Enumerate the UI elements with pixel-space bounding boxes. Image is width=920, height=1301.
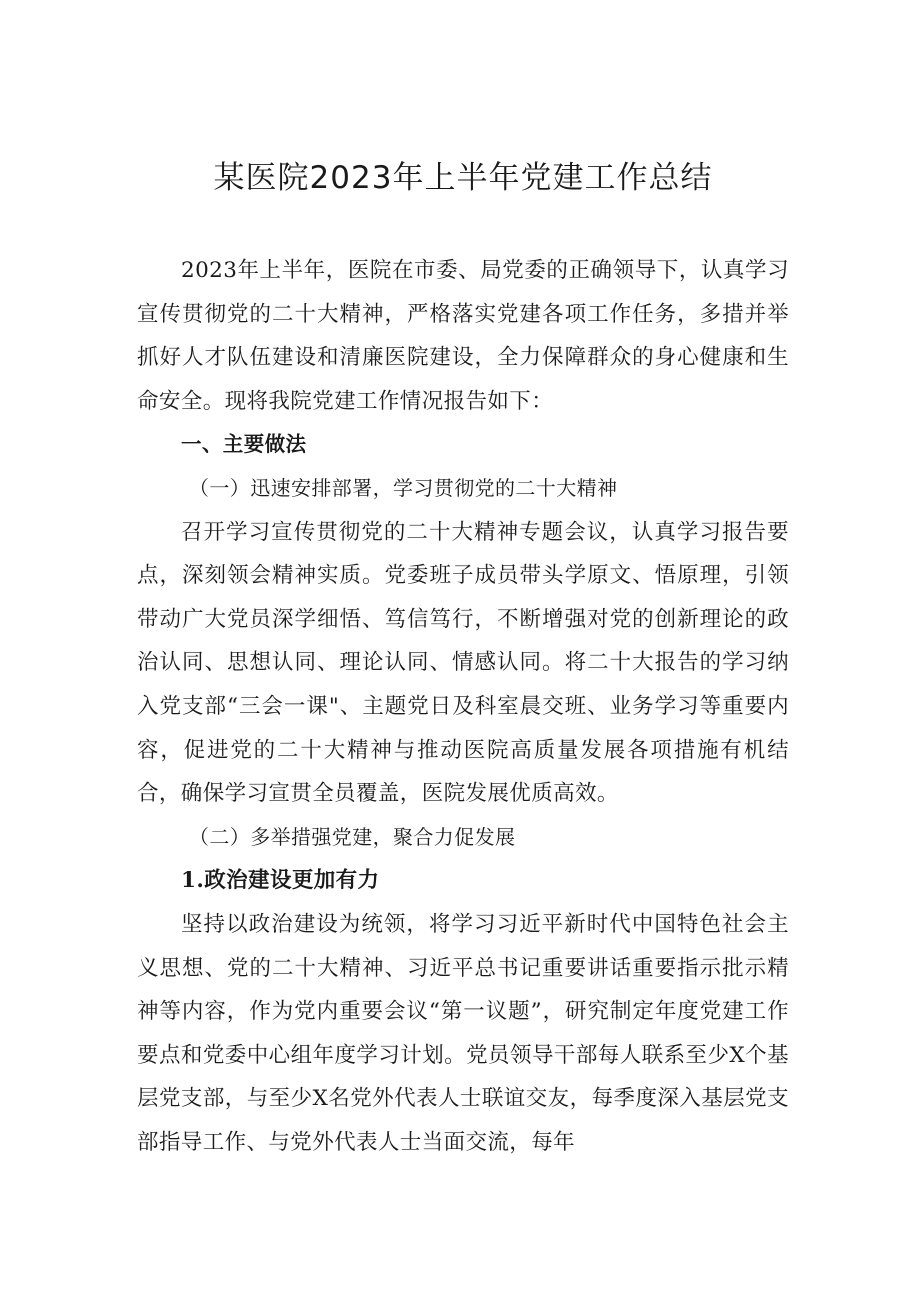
document-body [137,249,789,1164]
item-heading-political-building: 1.政治建设更加有力 [181,868,380,894]
subsection-1-paragraph: 召开学习宣传贯彻党的二十大精神专题会议，认真学习报告要点，深刻领会精神实质。党委班子成员带头学原文、悟原理，引领带动广大党员深学细悟、笃信笃行，不断增强对党的创新理论的政治认同、思想认同、理论认同、情感认同。将二十大报告的学习纳入党支部“三会一课"、主题党日及科室晨交班、业务学习等重要内容，促进党的二十大精神与推动医院高质量发展各项措施有机结合，确保学习宣贯全员覆盖，医院发展优质高效。 [137,519,789,807]
subsection-heading-2: （二）多举措强党建，聚合力促发展 [189,824,516,849]
document-title: 某医院2023年上半年党建工作总结 [213,160,713,196]
subsection-heading-1: （一）迅速安排部署，学习贯彻党的二十大精神 [189,475,618,500]
item-1-paragraph: 坚持以政治建设为统领，将学习习近平新时代中国特色社会主义思想、党的二十大精神、习近平总书记重要讲话重要指示批示精神等内容，作为党内重要会议“第一议题”，研究制定年度党建工作要点和党委中心组年度学习计划。党员领导干部每人联系至少X个基层党支部，与至少X名党外代表人士联谊交友，每季度深入基层党支部指导工作、与党外代表人士当面交流，每年 [137,911,789,1155]
section-heading-main-practices: 一、主要做法 [181,432,307,457]
intro-paragraph: 2023年上半年，医院在市委、局党委的正确领导下，认真学习宣传贯彻党的二十大精神，严格落实党建各项工作任务，多措并举抓好人才队伍建设和清廉医院建设，全力保障群众的身心健康和生命安全。现将我院党建工作情况报告如下： [137,258,789,414]
